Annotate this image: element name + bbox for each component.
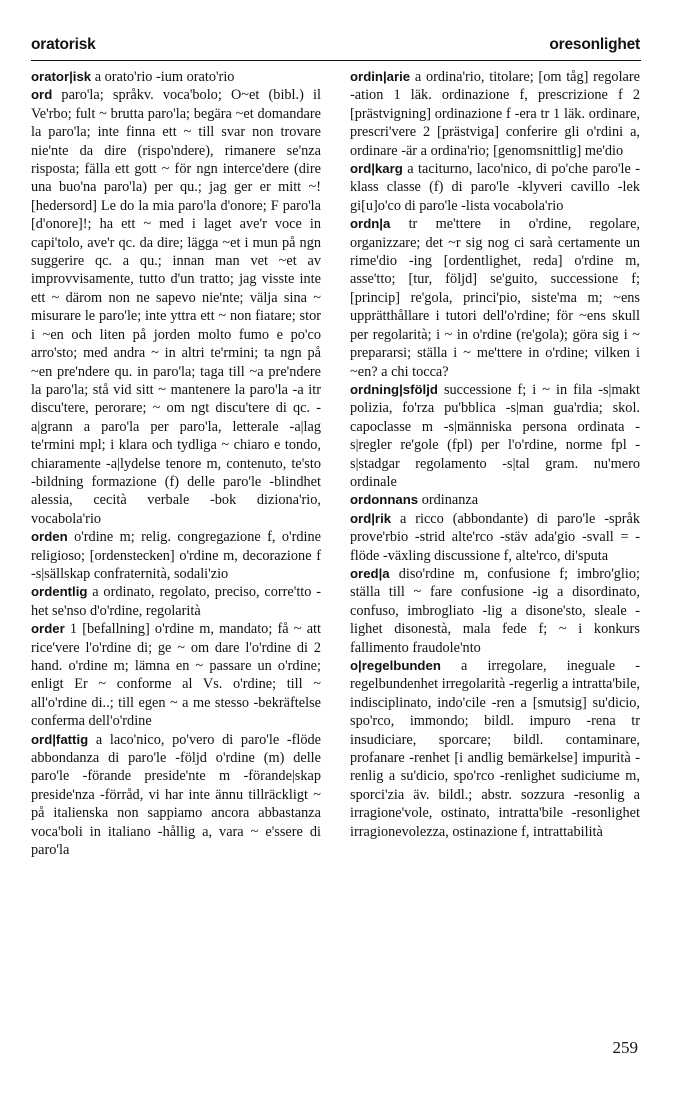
dictionary-entry <box>31 620 321 730</box>
entry-text: a orato'rio -ium orato'rio <box>91 69 235 85</box>
right-guideword: oresonlighet <box>549 36 640 53</box>
dictionary-entry <box>350 657 640 841</box>
entry-headword: ord|fattig <box>31 731 89 747</box>
entry-text: diso'rdine m, confusione f; imbro'glio; ställa till ~ fare confusione -ig a disordinato, confuso, imbrogliato -lig a disone'sto, sleale -lighet disonestà, mala fede f; ~ i konkurs fallimento fraudole'nto <box>350 565 640 656</box>
entry-text: 1 [befallning] o'rdine m, mandato; få ~ att rice'vere l'o'rdine di; ge ~ om dare l'o'rdine di 2 hand. o'rdine m; lämna en ~ passare un o'rdine; enligt Er ~ conforme al Vs. o'rdine; till ~ all'o'rdine di..; till egen ~ a me stesso -bekräftelse conferma dell'o'rdine <box>31 621 321 730</box>
dictionary-entry <box>350 381 640 491</box>
entry-headword: order <box>31 621 65 637</box>
dictionary-entry <box>350 215 640 381</box>
entry-text: paro'la; språkv. voca'bolo; O~et (bibl.) il Ve'rbo; fult ~ brutta paro'la; begära ~et domandare la paro'la; inte finna ett ~ till svar non trovare nie'nte da dire (rispo'ndere), rimanere se'nza risposta; fälla ett gott ~ för ngn interce'dere (dire una buo'na paro'la) per qu.; jag ger er mitt ~! [hedersord] Le do la mia paro'la d'onore; F paro'la [d'onore]!; ha ett ~ med i laget ave'r voce in capi'tolo, ave'r qc. da dire; lägga ~et i mun på ngn suggerire qc. a qu.; innan man vet ~et av improvvisamente, tutto d'un tratto; jag visste inte ett ~ därom non ne sapevo nie'nte; välja sina ~ misurare le paro'le; inte yttra ett ~ non fiatare; stor i ~en och liten på jorden molto fumo e po'co arro'sto; med andra ~ in altri te'rmini; ta ngn på ~en pre'ndere qu. in paro'la; taga till ~a pre'ndere la paro'la; stå vid sitt ~ mantenere la paro'la -a itr discu'tere, perorare; ~ om ngt discu'tere di qc. -a|grann a paro'la per paro'la, letterale -a|lag te'rmini mpl; i klara och tydliga ~ chiaro e tondo, chiaramente -a|lydelse tenore m, contenuto, te'sto -bildning formazione (f) delle paro'le -blindhet alessia, cecità verbale -bok diziona'rio, vocabola'rio <box>31 87 321 527</box>
entry-text: o'rdine m; relig. congregazione f, o'rdine religioso; [ordenstecken] o'rdine m, decorazione f -s|sällskap confraternità, sodali'zio <box>31 529 321 582</box>
entry-text: a ordina'rio, titolare; [om tåg] regolare -ation 1 läk. ordinazione f, prescrizione f 2 [prästvigning] ordinazione f -era tr 1 läk. ordinare, prescri'vere 2 [prästviga] conferire gli o'rdini a, ordinare -är a ordina'rio; [genomsnittlig] me'dio <box>350 69 640 159</box>
entry-headword: ordentlig <box>31 584 88 600</box>
entry-text: successione f; i ~ in fila -s|makt polizia, fo'rza pu'bblica -s|man gua'rdia; skol. capoclasse m -s|människa persona ordinata -s|regler re'gole (fpl) per l'o'rdine, norme fpl -s|stadgar regolamento -s|tal gram. nu'mero ordinale <box>350 381 640 490</box>
entry-text: a ordinato, regolato, preciso, corre'tto -het se'nso d'o'rdine, regolarità <box>31 584 321 619</box>
left-guideword: oratorisk <box>31 36 96 53</box>
entry-headword: ord <box>31 87 53 103</box>
left-column <box>31 68 321 859</box>
entry-text: a taciturno, laco'nico, di po'che paro'le -klass classe (f) di paro'le -klyveri cavillo -lek gi[u]o'co di paro'le -lista vocabola'rio <box>350 161 640 214</box>
dictionary-entry <box>350 510 640 565</box>
dictionary-entry <box>350 491 640 509</box>
entry-text: a ricco (abbondante) di paro'le -språk prove'rbio -strid alte'rco -stäv ada'gio -svall = -flöde -växling discussione f, alte'rco, di'sputa <box>350 510 640 564</box>
entry-text: a laco'nico, po'vero di paro'le -flöde abbondanza di paro'le -följd o'rdine (m) delle paro'le -förande preside'nte m -förande|skap preside'nza -förråd, vi har inte ännu tillräckligt ~ på italienska non sappiamo ancora abbastanza voca'boli in italiano -hållig a, vara ~ e'ssere di paro'la <box>31 731 321 859</box>
dictionary-entry <box>350 160 640 215</box>
dictionary-entry <box>350 565 640 657</box>
header-rule <box>31 60 641 61</box>
entry-headword: ordning|sföljd <box>350 381 438 397</box>
dictionary-entry <box>31 86 321 528</box>
entry-headword: ordin|arie <box>350 69 411 84</box>
dictionary-entry <box>31 731 321 860</box>
entry-headword: ordonnans <box>350 492 419 508</box>
entry-headword: orden <box>31 529 68 545</box>
entry-text: a irregolare, ineguale -regelbundenhet irregolarità -regerlig a intratta'bile, indisciplinato, indo'cile -ren a [smutsig] su'dicio, spo'rco, immondo; bildl. impuro -rena tr insudiciare, sporcare; bildl. contaminare, profanare -renhet [i andlig bemärkelse] impurità -renlig a su'dicio, spo'rco -renlighet sudiciume m, sporci'zia äv. bildl.; abstr. sozzura -resonlig a irragione'vole, ostinato, intratta'bile -resonlighet irragionevolezza, ostinazione f, intrattabilità <box>350 658 640 840</box>
entry-headword: ord|rik <box>350 510 392 526</box>
entry-headword: ored|a <box>350 565 390 581</box>
entry-text: ordinanza <box>418 492 479 509</box>
page-number: 259 <box>612 1038 638 1057</box>
dictionary-entry <box>31 528 321 583</box>
entry-headword: ord|karg <box>350 161 403 177</box>
dictionary-entry <box>350 68 640 160</box>
entry-headword: ordn|a <box>350 216 391 232</box>
entry-text: tr me'ttere in o'rdine, regolare, organizzare; det ~r sig nog ci sarà certamente un rime'dio -ing [ordentlighet, reda] o'rdine m, asse'tto; [tur, följd] se'guito, successione f; [princip] re'gola, princi'pio, siste'ma m; ~ens upprätthållare i tutori dell'o'rdine; för ~ens skull per regolarità; i ~ in o'rdine (re'gola); göra sig i ~ prepararsi; ställa i ~ me'ttere in o'rdine; vilken i ~en? a chi tocca? <box>350 216 640 380</box>
right-column <box>350 68 640 841</box>
entry-headword: orator|isk <box>31 69 92 84</box>
dictionary-entry <box>31 583 321 620</box>
entry-headword: o|regelbunden <box>350 658 441 673</box>
dictionary-entry <box>31 68 321 86</box>
